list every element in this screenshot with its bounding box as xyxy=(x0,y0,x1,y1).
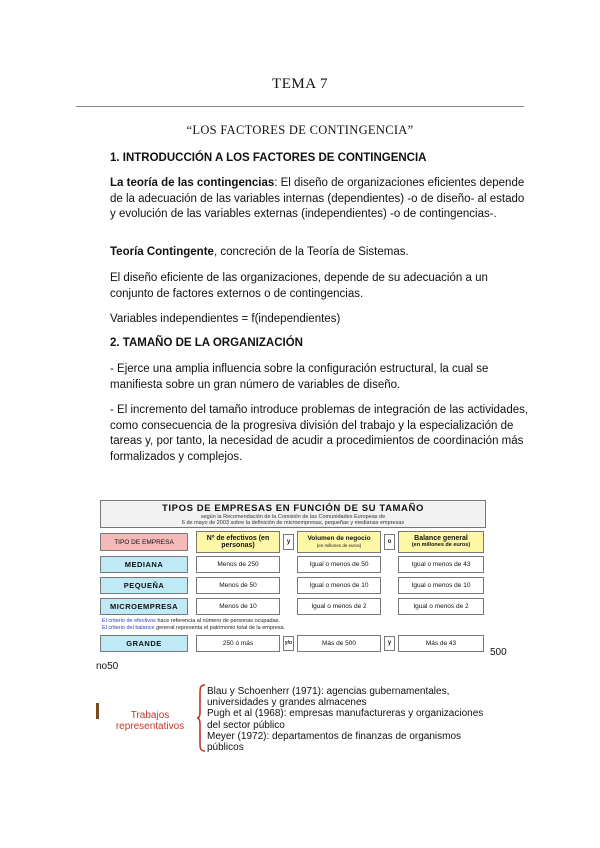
curly-brace-icon xyxy=(196,684,206,752)
row-employees: Menos de 250 xyxy=(196,556,280,573)
row-turnover: Igual o menos de 10 xyxy=(297,577,381,594)
row-turnover: Igual o menos de 50 xyxy=(297,556,381,573)
paragraph-text: , concreción de la Teoría de Sistemas. xyxy=(213,246,409,258)
note-label: El criterio de efectivos xyxy=(102,618,156,624)
section1-paragraph-2 xyxy=(110,245,530,261)
page-subtitle: “LOS FACTORES DE CONTINGENCIA” xyxy=(186,123,414,137)
conj-y: y xyxy=(283,534,294,550)
row-type-grande: GRANDE xyxy=(100,635,188,652)
trabajos-item: Meyer (1972): departamentos de finanzas de organismos públicos xyxy=(207,730,462,754)
header-balance-label: Balance general xyxy=(414,535,468,542)
trabajos-list xyxy=(207,686,497,753)
row-type-mediana: MEDIANA xyxy=(100,556,188,573)
annotation-500: 500 xyxy=(490,647,507,658)
section2-heading: 2. TAMAÑO DE LA ORGANIZACIÓN xyxy=(110,337,303,349)
row-employees: 250 ó más xyxy=(196,635,280,652)
row-balance: Igual o menos de 2 xyxy=(398,598,484,615)
table-banner xyxy=(100,500,486,528)
conj-y-o: y/o xyxy=(283,636,294,651)
header-balance-unit: (en millones de euros) xyxy=(411,542,471,548)
conj-o: o xyxy=(384,534,395,550)
header-efectivos: Nº de efectivos (en personas) xyxy=(196,531,280,553)
table-source-line-1: según la Recomendación de la Comisión de las Comunidades Europeas de xyxy=(200,514,386,520)
paragraph-text: : El diseño de organizaciones eficientes depende de la adecuación de las variables internas (dependientes) -o de diseño- al estado y evolución de las variables externas (independientes) -o de contingencias-. xyxy=(110,177,525,220)
conj-y: y xyxy=(384,636,395,651)
term-teoria-contingencias: La teoría de las contingencias xyxy=(110,177,275,189)
row-balance: Igual o menos de 43 xyxy=(398,556,484,573)
trabajos-item: Pugh et al (1968): empresas manufactureras y organizaciones del sector público xyxy=(207,708,484,731)
row-turnover: Más de 500 xyxy=(297,635,381,652)
section1-paragraph-1 xyxy=(110,176,530,223)
note-label: El criterio del balance xyxy=(102,625,155,631)
row-balance: Más de 43 xyxy=(398,635,484,652)
table-source-line-2: 6 de mayo de 2003 sobre la definición de microempresas, pequeñas y medianas empresas xyxy=(181,520,405,526)
section2-paragraph-2: - El incremento del tamaño introduce problemas de integración de las actividades, como consecuencia de la progresiva división del trabajo y la especialización de tareas y, por tanto, la necesidad de acudir a procedimientos de coordinación más formalizados y complejos. xyxy=(110,404,529,463)
header-tipo-empresa: TIPO DE EMPRESA xyxy=(100,533,188,551)
header-volumen-label: Volumen de negocio xyxy=(307,535,371,542)
section1-paragraph-4: Variables independientes = f(independientes) xyxy=(110,313,341,325)
row-employees: Menos de 50 xyxy=(196,577,280,594)
row-balance: Igual o menos de 10 xyxy=(398,577,484,594)
row-employees: Menos de 10 xyxy=(196,598,280,615)
table-note-2 xyxy=(102,625,285,631)
header-volumen-unit: (en millones de euros) xyxy=(316,543,362,548)
section2-paragraph-1: - Ejerce una amplia influencia sobre la configuración estructural, la cual se manifiesta sobre un gran número de variables de diseño. xyxy=(110,363,489,391)
term-teoria-contingente: Teoría Contingente xyxy=(110,246,214,258)
trabajos-bar xyxy=(96,703,99,719)
page-title: TEMA 7 xyxy=(272,76,328,92)
trabajos-label: Trabajos representativos xyxy=(115,710,185,732)
header-balance xyxy=(398,531,484,553)
row-type-pequena: PEQUEÑA xyxy=(100,577,188,594)
section1-heading: 1. INTRODUCCIÓN A LOS FACTORES DE CONTINGENCIA xyxy=(110,152,427,164)
table-title: TIPOS DE EMPRESAS EN FUNCIÓN DE SU TAMAÑO xyxy=(162,503,424,514)
note-text: general representa el patrimonio total de la empresa. xyxy=(154,625,286,631)
annotation-no50: no50 xyxy=(96,661,119,672)
header-divider xyxy=(76,106,524,107)
trabajos-item: Blau y Schoenherr (1971): agencias gubernamentales, universidades y grandes almacenes xyxy=(207,686,450,709)
company-size-table xyxy=(95,498,495,658)
note-text: hace referencia al número de personas ocupadas. xyxy=(155,618,280,624)
row-turnover: Igual o menos de 2 xyxy=(297,598,381,615)
row-type-microempresa: MICROEMPRESA xyxy=(100,598,188,615)
header-volumen xyxy=(297,531,381,553)
table-note-1 xyxy=(102,618,280,624)
section1-paragraph-3: El diseño eficiente de las organizaciones, depende de su adecuación a un conjunto de factores externos o de contingencias. xyxy=(110,272,488,300)
